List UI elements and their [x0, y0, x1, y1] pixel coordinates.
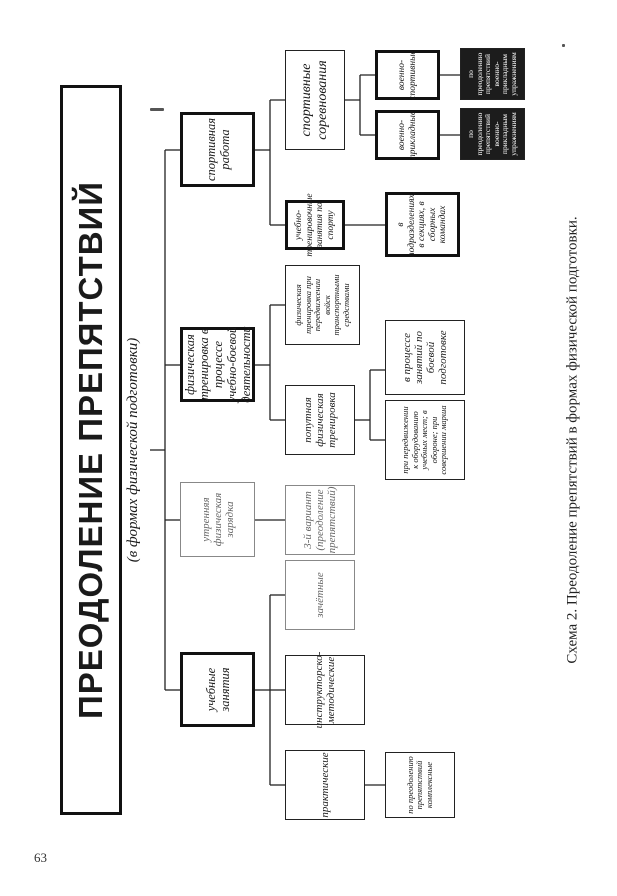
node-morning-exercise: [180, 482, 255, 557]
node-test: [285, 560, 355, 630]
caption-strip: [556, 120, 590, 760]
node-label: военно-спортивные: [397, 50, 418, 100]
node-label: практические: [319, 752, 331, 818]
print-speck: [150, 108, 164, 111]
page-number: 63: [34, 850, 47, 865]
node-label: учебные занятия: [203, 667, 232, 712]
node-label: по преодолению препятствий военно-прикладным упражнениям: [466, 112, 518, 156]
node-during-combat-training: [385, 320, 465, 395]
node-practical: [285, 750, 365, 820]
node-physical-training-combat: [180, 327, 255, 402]
node-label: инструкторско-методические: [313, 651, 337, 729]
node-sports-work: [180, 112, 255, 187]
node-label: физическая тренировка в процессе учебно-боевой деятельности: [182, 326, 253, 403]
node-training-sessions: [180, 652, 255, 727]
node-label: физическая тренировка при передвижении войск транспортными средствами: [293, 274, 351, 336]
node-label: попутная физическая тренировка: [302, 392, 338, 448]
diagram-subtitle: (в формах физической подготовки): [125, 337, 141, 563]
node-label: в подразделениях, в секциях, в сборных командах: [396, 191, 449, 258]
node-sport-training-sessions: [285, 193, 345, 257]
node-label: утренняя физическая зарядка: [199, 492, 236, 547]
node-transport-training: [285, 265, 360, 345]
node-label: учебно-тренировочные занятия по спорту: [294, 193, 336, 257]
diagram: [55, 50, 545, 840]
node-incidental-training: [285, 385, 355, 455]
node-label: спортивные соревнования: [299, 60, 330, 140]
diagram-title-frame: [60, 85, 122, 815]
node-instructor-methodical: [285, 651, 365, 729]
node-obstacle-complex: [385, 752, 455, 818]
node-label: по преодолению препятствий комплексные: [404, 756, 434, 814]
node-label: военно-прикладные: [397, 110, 418, 160]
print-speck: [562, 44, 565, 47]
node-label: 3-й вариант (преодоление препятствий): [302, 486, 338, 554]
node-military-applied: [375, 110, 440, 160]
node-third-variant: [285, 485, 355, 555]
diagram-wrapper: [55, 50, 545, 840]
figure-caption: Схема 2. Преодоление препятствий в формах физической подготовки.: [564, 216, 581, 664]
node-label: спортивная работа: [203, 117, 232, 182]
node-while-moving: [385, 400, 465, 480]
node-label: зачётные: [314, 572, 326, 618]
node-military-sports: [375, 50, 440, 100]
node-sports-detail: [460, 48, 525, 100]
node-applied-detail: [460, 108, 525, 160]
node-label: при передвижении к оборудованию учебных мест; в обороне; при совершении марша: [400, 405, 449, 475]
node-label: по преодолению препятствий военно-прикладным упражнениям: [466, 52, 518, 96]
diagram-title: ПРЕОДОЛЕНИЕ ПРЕПЯТСТВИЙ: [72, 181, 109, 719]
node-label: в процессе занятий по боевой подготовке: [401, 330, 449, 385]
node-in-units: [385, 192, 460, 257]
node-sports-competitions: [285, 50, 345, 150]
